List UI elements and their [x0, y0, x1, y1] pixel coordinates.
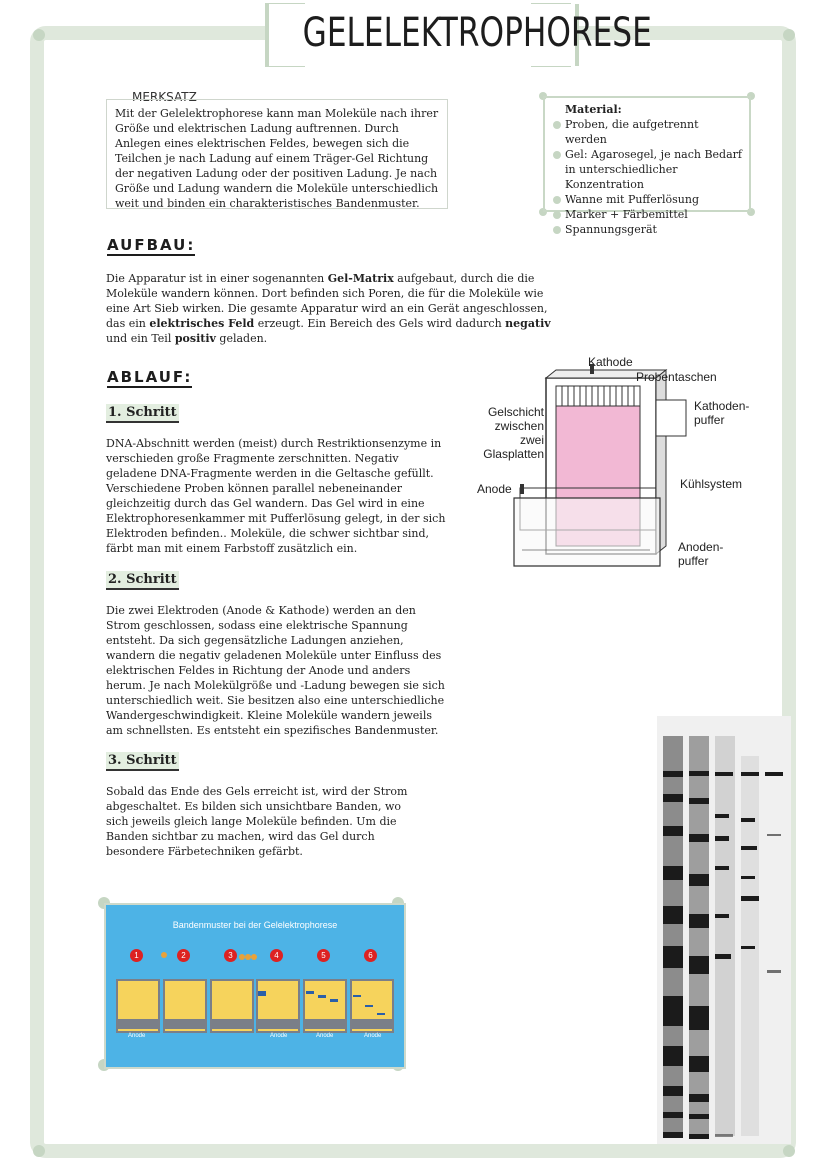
merksatz-box	[106, 99, 448, 209]
material-list	[553, 117, 743, 237]
title-deco-line	[265, 3, 305, 4]
ablauf-heading	[107, 368, 192, 386]
material-item: Marker + Färbemittel	[553, 207, 743, 222]
bandenmuster-title: Bandenmuster bei der Gelelektrophorese	[172, 920, 338, 930]
gel-step-number: 5	[317, 949, 330, 962]
label-probentaschen: Probentaschen	[636, 370, 717, 384]
label-kathode: Kathode	[588, 355, 633, 369]
material-heading: Material:	[565, 103, 622, 116]
title-deco-line	[531, 66, 571, 67]
corner-dot	[33, 1145, 45, 1157]
merksatz-text: Mit der Gelelektrophorese kann man Moleküle nach ihrer Größe und elektrischen Ladung auftrennen. Durch Anlegen eines elektrischen Feldes, bewegen sich die Teilchen je nach Ladung auf einem Träger-Gel Richtung der negativen Ladung oder der positiven Ladung. Je nach Größe und Ladung wandern die Moleküle unterschiedlich weit und binden ein charakteristisches Bandenmuster.	[115, 107, 439, 210]
step-2-text: Die zwei Elektroden (Anode & Kathode) werden an den Strom geschlossen, sodass eine elektrische Spannung entsteht. Da sich gegensätzliche Ladungen anziehen, wandern die negativ geladenen Moleküle unter Einfluss des elektrischen Feldes in Richtung der Anode und anders herum. Je nach Molekülgröße und -Ladung bewegen sie sich unterschiedlich weit. Sie besitzen also eine unterschiedliche Wandergeschwindigkeit. Kleine Moleküle wandern jeweils am schnellsten. Es entsteht ein spezifisches Bandenmuster.	[106, 604, 445, 737]
label-anode: Anode	[477, 482, 512, 496]
aufbau-text-part: Die Apparatur ist in einer sogenannten	[106, 272, 328, 285]
step-3-label: 3. Schritt	[106, 752, 179, 771]
anode-label: Anode	[364, 1033, 382, 1039]
ablauf-heading-text: ABLAUF:	[107, 368, 193, 386]
step-1-label: 1. Schritt	[106, 404, 179, 423]
page-title: GELELEKTROPHORESE	[302, 10, 652, 56]
label-kathodenpuffer: Kathoden- puffer	[694, 399, 750, 427]
material-item: Wanne mit Pufferlösung	[553, 192, 743, 207]
aufbau-bold: Gel-Matrix	[327, 272, 394, 285]
anode-label: Anode	[128, 1033, 146, 1039]
gel-step-number: 3	[224, 949, 237, 962]
aufbau-heading	[107, 236, 195, 254]
title-deco-line	[531, 3, 571, 4]
material-item: Proben, die aufgetrennt werden	[553, 117, 743, 147]
label-kuehlsystem: Kühlsystem	[680, 477, 743, 491]
sample-wells	[556, 386, 640, 406]
title-deco-line	[265, 66, 305, 67]
anode-label: Anode	[270, 1033, 288, 1039]
material-item: Gel: Agarosegel, je nach Bedarf in unterschiedlicher Konzentration	[553, 147, 743, 192]
aufbau-bold: positiv	[174, 332, 216, 345]
page-title-box	[265, 4, 652, 66]
anode-buffer-tank	[514, 498, 660, 566]
aufbau-bold: elektrisches Feld	[149, 317, 255, 330]
corner-dot	[783, 29, 795, 41]
aufbau-text-part: erzeugt. Ein Bereich des Gels wird dadurch	[254, 317, 506, 330]
aufbau-bold: negativ	[505, 317, 551, 330]
material-box	[543, 96, 751, 236]
material-item: Spannungsgerät	[553, 222, 743, 237]
aufbau-text-part: aufgebaut, durch die die Moleküle wandern können. Dort befinden sich Poren, die für die Moleküle wie eine Art Sieb wirken. Die gesamte Apparatur wird an ein Gerät angeschlossen, das ein	[106, 272, 548, 330]
aufbau-text-part: und ein Teil	[106, 332, 175, 345]
bandenmuster-card	[104, 903, 406, 1069]
anode-label: Anode	[316, 1033, 334, 1039]
aufbau-text-part: geladen.	[215, 332, 268, 345]
step-3-text: Sobald das Ende des Gels erreicht ist, wird der Strom abgeschaltet. Es bilden sich unsichtbare Banden, wo sich jeweils gleich lange Moleküle befinden. Um die Banden sichtbar zu machen, wird das Gel durch besondere Färbetechniken gefärbt.	[106, 785, 408, 858]
aufbau-text	[106, 271, 552, 346]
label-anodenpuffer: Anoden- puffer	[678, 540, 724, 568]
corner-dot	[33, 29, 45, 41]
anode-connector	[520, 484, 524, 494]
corner-dot	[783, 1145, 795, 1157]
aufbau-heading-text: AUFBAU:	[107, 236, 196, 254]
merksatz-label: MERKSATZ	[132, 90, 197, 104]
gel-step-number: 2	[177, 949, 190, 962]
step-2-label: 2. Schritt	[106, 571, 179, 590]
gel-step-number: 1	[130, 949, 143, 962]
gel-step-number: 4	[270, 949, 283, 962]
label-gelschicht: Gelschicht zwischen zwei Glasplatten	[483, 405, 544, 461]
electrophoresis-apparatus-diagram	[500, 360, 700, 580]
cathode-buffer-tank	[656, 400, 686, 436]
step-1-text: DNA-Abschnitt werden (meist) durch Restriktionsenzyme in verschieden große Fragmente zerschnitten. Negativ geladene DNA-Fragmente werden in die Geltasche gefüllt. Verschiedene Proben können parallel nebeneinander gleichzeitig durch das Gel wandern. Das Gel wird in eine Elektrophoresenkammer mit Pufferlösung gelegt, in der sich Elektroden befinden.. Moleküle, die schwer sichtbar sind, färbt man mit einem Farbstoff zusätzlich ein.	[106, 437, 446, 555]
gel-band-marks	[106, 905, 404, 1067]
gel-photograph-bands	[657, 716, 791, 1144]
gel-photograph	[657, 716, 791, 1144]
gel-step-number: 6	[364, 949, 377, 962]
